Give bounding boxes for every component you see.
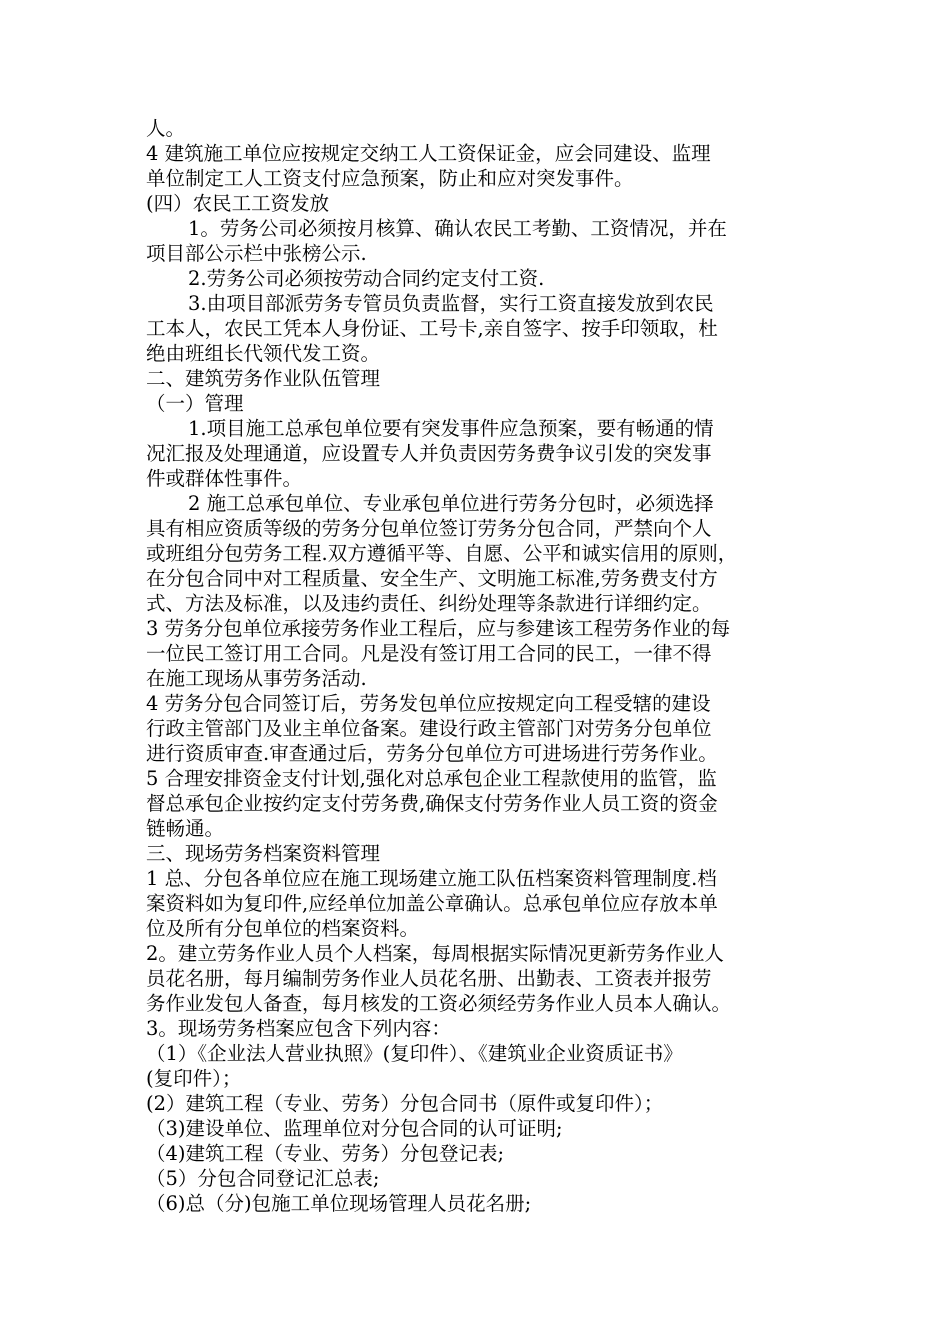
list-item: （4)建筑工程（专业、劳务）分包登记表; xyxy=(146,1142,505,1165)
text-line: 2。建立劳务作业人员个人档案，每周根据实际情况更新劳务作业人 xyxy=(146,942,724,965)
text-line: 行政主管部门及业主单位备案。建设行政主管部门对劳务分包单位 xyxy=(146,717,712,740)
text-line: 2 施工总承包单位、专业承包单位进行劳务分包时，必须选择 xyxy=(188,492,714,515)
section-heading: (四）农民工工资发放 xyxy=(146,192,330,215)
list-item: （3)建设单位、监理单位对分包合同的认可证明; xyxy=(146,1117,563,1140)
text-line: 件或群体性事件。 xyxy=(146,467,303,490)
text-line: 务作业发包人备查，每月核发的工资必须经劳务作业人员本人确认。 xyxy=(146,992,732,1015)
text-line: 2.劳务公司必须按劳动合同约定支付工资. xyxy=(188,267,545,290)
text-line: 1.项目施工总承包单位要有突发事件应急预案，要有畅通的情 xyxy=(188,417,714,440)
list-item: （1）《企业法人营业执照》(复印件）、《建筑业企业资质证书》 xyxy=(146,1042,683,1065)
subsection-heading: （一）管理 xyxy=(146,392,244,415)
text-line: 工本人，农民工凭本人身份证、工号卡,亲自签字、按手印领取，杜 xyxy=(146,317,718,340)
text-line: 员花名册，每月编制劳务作业人员花名册、出勤表、工资表并报劳 xyxy=(146,967,712,990)
text-line: 5 合理安排资金支付计划,强化对总承包企业工程款使用的监管，监 xyxy=(146,767,717,790)
text-line: 一位民工签订用工合同。凡是没有签订用工合同的民工，一律不得 xyxy=(146,642,712,665)
section-heading: 三、现场劳务档案资料管理 xyxy=(146,842,381,865)
text-line: 督总承包企业按约定支付劳务费,确保支付劳务作业人员工资的资金 xyxy=(146,792,718,815)
text-line: 单位制定工人工资支付应急预案，防止和应对突发事件。 xyxy=(146,167,634,190)
text-line: 1 总、分包各单位应在施工现场建立施工队伍档案资料管理制度.档 xyxy=(146,867,717,890)
text-line: 式、方法及标准，以及违约责任、纠纷处理等条款进行详细约定。 xyxy=(146,592,712,615)
document-page xyxy=(146,116,816,1216)
text-line: 或班组分包劳务工程.双方遵循平等、自愿、公平和诚实信用的原则， xyxy=(146,542,738,565)
list-item: (复印件）； xyxy=(146,1067,242,1090)
list-item: (2）建筑工程（专业、劳务）分包合同书（原件或复印件）； xyxy=(146,1092,664,1115)
text-line: 4 建筑施工单位应按规定交纳工人工资保证金，应会同建设、监理 xyxy=(146,142,711,165)
text-line: 项目部公示栏中张榜公示. xyxy=(146,242,367,265)
text-line: 1。劳务公司必须按月核算、确认农民工考勤、工资情况，并在 xyxy=(188,217,727,240)
text-line: 3.由项目部派劳务专管员负责监督，实行工资直接发放到农民 xyxy=(188,292,714,315)
text-line: 绝由班组长代领代发工资。 xyxy=(146,342,381,365)
text-line: 具有相应资质等级的劳务分包单位签订劳务分包合同，严禁向个人 xyxy=(146,517,712,540)
text-line: 在施工现场从事劳务活动. xyxy=(146,667,367,690)
text-line: 位及所有分包单位的档案资料。 xyxy=(146,917,420,940)
text-line: 在分包合同中对工程质量、安全生产、文明施工标准,劳务费支付方 xyxy=(146,567,718,590)
text-line: 3 劳务分包单位承接劳务作业工程后，应与参建该工程劳务作业的每 xyxy=(146,617,731,640)
text-line: 4 劳务分包合同签订后，劳务发包单位应按规定向工程受辖的建设 xyxy=(146,692,711,715)
list-item: （6)总（分)包施工单位现场管理人员花名册; xyxy=(146,1192,532,1215)
text-line: 3。现场劳务档案应包含下列内容： xyxy=(146,1017,451,1040)
list-item: （5）分包合同登记汇总表; xyxy=(146,1167,380,1190)
text-line: 链畅通。 xyxy=(146,817,225,840)
section-heading: 二、建筑劳务作业队伍管理 xyxy=(146,367,381,390)
text-line: 人。 xyxy=(146,117,186,140)
text-line: 案资料如为复印件,应经单位加盖公章确认。总承包单位应存放本单 xyxy=(146,892,718,915)
text-line: 进行资质审查.审查通过后，劳务分包单位方可进场进行劳务作业。 xyxy=(146,742,718,765)
text-line: 况汇报及处理通道，应设置专人并负责因劳务费争议引发的突发事 xyxy=(146,442,712,465)
